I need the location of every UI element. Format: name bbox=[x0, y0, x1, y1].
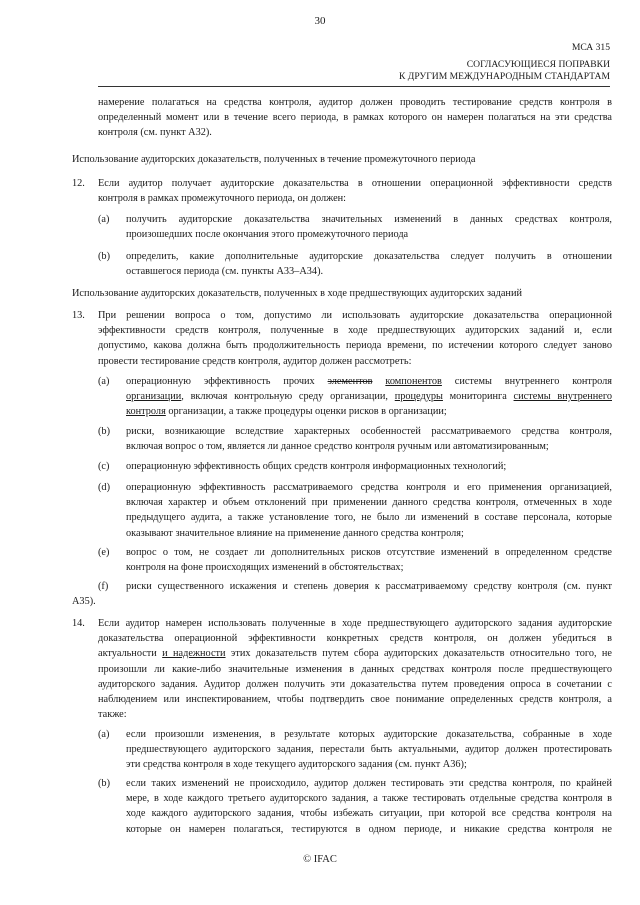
paragraph-number: 13. bbox=[72, 310, 85, 321]
paragraph-line: провести тестирование средств контроля, аудитор должен рассмотреть: bbox=[98, 355, 412, 367]
item-text: системы внутреннего контроля bbox=[441, 376, 613, 387]
paragraph-line: эффективности средств контроля, полученные в ходе предшествующих аудиторских заданий и, если bbox=[98, 325, 612, 337]
item-line bbox=[126, 374, 612, 389]
item-line: если произошли изменения, в результате которых аудиторские доказательства, собранные в ходе bbox=[126, 729, 612, 740]
item-line: мере, в ходе каждого третьего аудиторского задания, а также тестировать отдельные средства контроля в bbox=[126, 793, 612, 805]
paragraph-line bbox=[98, 646, 612, 661]
item-line: определить, какие дополнительные аудиторские доказательства следует получить в отношении bbox=[126, 251, 612, 262]
intro-line: контроля (см. пункт А32). bbox=[98, 127, 212, 139]
inserted-text: организации bbox=[126, 391, 182, 403]
item-label: (b) bbox=[98, 778, 111, 789]
intro-line: определенный момент или в течение всего периода, в рамках которого он намерен полагаться на эти средства bbox=[98, 112, 612, 124]
item-14a bbox=[126, 727, 612, 773]
paragraph-line: наблюдением или инспектированием, чтобы подтвердить свое понимание определенных средств контроля, а bbox=[98, 694, 612, 706]
paragraph-line: доказательства операционной эффективности конкретных средств контроля, он должен убедиться в bbox=[98, 633, 612, 645]
item-text: мониторинга bbox=[442, 391, 514, 403]
paragraph-line: контроля в рамках промежуточного периода, он должен: bbox=[98, 193, 347, 205]
item-line: предыдущего аудита, а также установление того, не было ли изменений в составе персонала, которые bbox=[126, 512, 612, 524]
item-line: которые он намерен полагаться, тестируются в одном периоде, и никакие средства контроля не bbox=[126, 823, 612, 835]
intro-line: намерение полагаться на средства контроля, аудитор должен проводить тестирование средств контроля в bbox=[98, 97, 612, 108]
paragraph-line: произошли ли какие-либо значительные изменения в данных средствах контроля после предшествующего bbox=[98, 663, 612, 675]
paragraph-12 bbox=[98, 176, 612, 206]
item-12b bbox=[126, 249, 612, 279]
footer-copyright: © IFAC bbox=[303, 854, 337, 865]
paragraph-line: Если аудитор намерен использовать полученные в ходе предшествующего аудиторского задания аудиторские bbox=[98, 618, 612, 629]
item-line: А35). bbox=[72, 596, 96, 607]
inserted-text: системы внутреннего bbox=[513, 391, 612, 403]
item-13e bbox=[126, 545, 612, 575]
paragraph-number: 12. bbox=[72, 178, 85, 189]
intro-paragraph bbox=[98, 95, 612, 141]
item-line: ходе каждого аудиторского задания, чтобы избежать ситуации, при которой все средства контроля на bbox=[126, 808, 612, 820]
item-label: (a) bbox=[98, 729, 110, 740]
paragraph-number: 14. bbox=[72, 618, 85, 629]
item-label: (c) bbox=[98, 461, 110, 472]
inserted-text: контроля bbox=[126, 406, 166, 418]
header-title-line1: СОГЛАСУЮЩИЕСЯ ПОПРАВКИ bbox=[466, 59, 610, 70]
page-number: 30 bbox=[314, 15, 326, 27]
space bbox=[372, 376, 385, 387]
item-label: (b) bbox=[98, 251, 111, 262]
item-label: (b) bbox=[98, 426, 111, 437]
deleted-text: элементов bbox=[327, 376, 373, 387]
item-line bbox=[126, 389, 612, 404]
paragraph-13 bbox=[98, 308, 612, 369]
paragraph-14 bbox=[98, 616, 612, 722]
item-text: организации, а также процедуры оценки рисков в организации; bbox=[165, 406, 447, 418]
header-rule bbox=[98, 86, 610, 87]
item-13b bbox=[126, 424, 612, 454]
item-label: (d) bbox=[98, 482, 111, 493]
paragraph-line: также: bbox=[98, 709, 127, 721]
inserted-text: и надежности bbox=[162, 648, 226, 660]
item-12a bbox=[126, 212, 612, 242]
item-line: риски существенного искажения и степень доверия к рассматриваемому средству контроля (см. пункт bbox=[126, 581, 612, 592]
header-title-line2: К ДРУГИМ МЕЖДУНАРОДНЫМ СТАНДАРТАМ bbox=[398, 71, 610, 82]
paragraph-line: допустимо, какова должна быть продолжительность периода времени, по истечении которого следует заново bbox=[98, 340, 612, 352]
item-line: оказывают значительное влияние на применение данного средства контроля; bbox=[126, 527, 464, 539]
inserted-text: процедуры bbox=[394, 391, 443, 403]
section-heading: Использование аудиторских доказательств, полученных в ходе предшествующих аудиторских заданий bbox=[72, 288, 522, 299]
item-line: произошедших после окончания этого промежуточного периода bbox=[126, 229, 409, 241]
item-text: , включая контрольную среду организации, bbox=[181, 391, 395, 403]
item-label: (e) bbox=[98, 547, 110, 558]
item-label: (f) bbox=[98, 581, 109, 592]
paragraph-line: При решении вопроса о том, допустимо ли использовать аудиторские доказательства операционной bbox=[98, 310, 612, 321]
item-line: контроля на фоне происходящих изменений в обстоятельствах; bbox=[126, 562, 404, 574]
item-line: операционную эффективность рассматриваемого средства контроля и его применения организацией, bbox=[126, 482, 612, 493]
item-label: (a) bbox=[98, 376, 110, 387]
item-line: риски, возникающие вследствие характерных особенностей рассматриваемого средства контроля, bbox=[126, 426, 612, 437]
paragraph-line: Если аудитор получает аудиторские доказательства в отношении операционной эффективности средств bbox=[98, 178, 612, 189]
standard-code: МСА 315 bbox=[571, 42, 610, 53]
item-line: эти средства контроля в ходе текущего аудиторского задания (см. пункт А36); bbox=[126, 759, 467, 771]
item-13f bbox=[126, 579, 612, 594]
item-line: предшествующего аудиторского задания, перестали быть актуальными, аудитор должен протестировать bbox=[126, 744, 612, 756]
item-line: вопрос о том, не создает ли дополнительных рисков отсутствие изменений в определенном средстве bbox=[126, 547, 612, 558]
item-line: операционную эффективность общих средств контроля информационных технологий; bbox=[126, 461, 507, 472]
item-line: получить аудиторские доказательства значительных изменений в данных средствах контроля, bbox=[126, 214, 612, 225]
item-line: оставшегося периода (см. пункты А33–А34). bbox=[126, 266, 324, 278]
item-14b bbox=[126, 776, 612, 837]
item-13a bbox=[126, 374, 612, 420]
item-line: включая характер и объем отклонений при применении данного средства контроля, отмеченных в ходе bbox=[126, 497, 612, 509]
item-line: включая вопрос о том, является ли данное средство контроля ручным или автоматизированным; bbox=[126, 441, 549, 453]
paragraph-line: аудиторского задания. Аудитор должен получить эти доказательства путем проведения опроса в сочетании с bbox=[98, 678, 612, 690]
item-text: операционную эффективность прочих bbox=[126, 376, 328, 387]
paragraph-text: актуальности bbox=[98, 648, 163, 660]
item-line: если таких изменений не происходило, аудитор должен тестировать эти средства контроля, по крайней bbox=[126, 778, 612, 789]
paragraph-text: этих доказательств путем сбора аудиторских доказательств относительно того, не bbox=[225, 648, 612, 660]
item-line bbox=[126, 404, 612, 419]
section-heading: Использование аудиторских доказательств, полученных в течение промежуточного периода bbox=[72, 154, 476, 165]
item-13d bbox=[126, 480, 612, 541]
item-label: (a) bbox=[98, 214, 110, 225]
item-13c bbox=[126, 459, 612, 474]
inserted-text: компонентов bbox=[385, 376, 442, 387]
